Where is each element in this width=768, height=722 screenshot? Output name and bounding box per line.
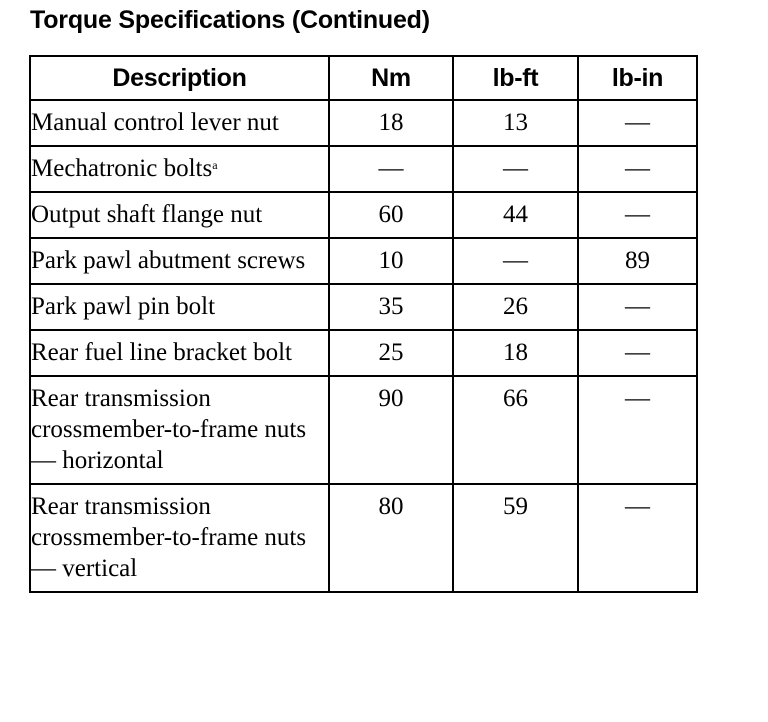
page-title: Torque Specifications (Continued) [30, 6, 430, 34]
table-row [30, 100, 697, 146]
description-cell: Rear transmission crossmember-to-frame nuts — horizontal [30, 376, 329, 484]
description-cell: Park pawl abutment screws [30, 238, 329, 284]
lb-in-cell: — [578, 484, 697, 592]
lb-ft-cell: — [453, 146, 578, 192]
table-row [30, 376, 697, 484]
nm-cell: 90 [329, 376, 453, 484]
nm-cell: — [329, 146, 453, 192]
lb-in-cell: 89 [578, 238, 697, 284]
description-cell: Output shaft flange nut [30, 192, 329, 238]
lb-ft-cell: 44 [453, 192, 578, 238]
description-text: Mechatronic bolts [31, 155, 213, 182]
description-cell: Manual control lever nut [30, 100, 329, 146]
footnote-marker: a [212, 158, 218, 172]
lb-in-cell: — [578, 376, 697, 484]
column-header-lb-in: lb-in [578, 56, 697, 100]
column-header-description: Description [30, 56, 329, 100]
table-row [30, 330, 697, 376]
nm-cell: 35 [329, 284, 453, 330]
table-header-row [30, 56, 697, 100]
nm-cell: 18 [329, 100, 453, 146]
lb-in-cell: — [578, 100, 697, 146]
torque-spec-table [29, 55, 698, 593]
lb-ft-cell: 13 [453, 100, 578, 146]
lb-in-cell: — [578, 284, 697, 330]
column-header-lb-ft: lb-ft [453, 56, 578, 100]
nm-cell: 80 [329, 484, 453, 592]
lb-in-cell: — [578, 146, 697, 192]
nm-cell: 10 [329, 238, 453, 284]
nm-cell: 25 [329, 330, 453, 376]
lb-ft-cell: 66 [453, 376, 578, 484]
table-row [30, 484, 697, 592]
table-row [30, 238, 697, 284]
table-row [30, 192, 697, 238]
table-row [30, 146, 697, 192]
nm-cell: 60 [329, 192, 453, 238]
lb-in-cell: — [578, 330, 697, 376]
description-cell [30, 146, 329, 192]
description-cell: Rear fuel line bracket bolt [30, 330, 329, 376]
lb-ft-cell: 18 [453, 330, 578, 376]
description-cell: Rear transmission crossmember-to-frame nuts — vertical [30, 484, 329, 592]
lb-ft-cell: — [453, 238, 578, 284]
lb-ft-cell: 59 [453, 484, 578, 592]
column-header-nm: Nm [329, 56, 453, 100]
description-cell: Park pawl pin bolt [30, 284, 329, 330]
table-row [30, 284, 697, 330]
lb-ft-cell: 26 [453, 284, 578, 330]
lb-in-cell: — [578, 192, 697, 238]
